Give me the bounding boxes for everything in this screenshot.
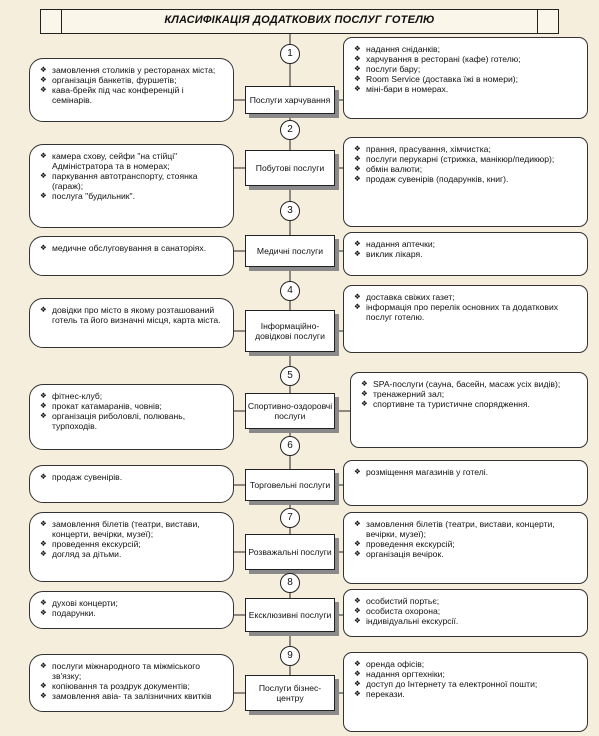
service-category-name: Послуги харчування	[249, 95, 331, 105]
service-list-item: ❖ надання оргтехніки;	[354, 669, 579, 679]
category-number-circle: 6	[280, 436, 300, 456]
service-list-item: ❖ продаж сувенірів.	[40, 472, 225, 482]
in-house-services-bubble	[343, 460, 588, 506]
service-list-item: ❖ доступ до Інтернету та електронної пошти;	[354, 679, 579, 689]
service-category-box	[245, 675, 335, 711]
external-services-bubble	[29, 298, 234, 348]
service-category-box	[245, 393, 335, 429]
service-category-name: Ексклюзивні послуги	[248, 610, 332, 620]
in-house-services-bubble	[343, 652, 588, 732]
in-house-services-bubble	[343, 285, 588, 353]
category-number-circle: 1	[280, 44, 300, 64]
service-list-item: ❖ камера схову, сейфи "на стійці" Адміністратора та в номерах;	[40, 151, 225, 171]
service-list-item: ❖ духові концерти;	[40, 598, 225, 608]
service-list-item: ❖ організація вечірок.	[354, 549, 579, 559]
service-list-item: ❖ замовлення столиків у ресторанах міста;	[40, 65, 225, 75]
category-number-circle: 3	[280, 201, 300, 221]
service-list-item: ❖ індивідуальні екскурсії.	[354, 616, 579, 626]
category-number-circle: 2	[280, 120, 300, 140]
service-list-item: ❖ організація банкетів, фуршетів;	[40, 75, 225, 85]
service-list-item: ❖ догляд за дітьми.	[40, 549, 225, 559]
service-category-box	[245, 310, 335, 352]
service-list-item: ❖ інформація про перелік основних та додаткових послуг готелю.	[354, 302, 579, 322]
diagram-title-box	[40, 9, 559, 34]
diagram-title: КЛАСИФІКАЦІЯ ДОДАТКОВИХ ПОСЛУГ ГОТЕЛЮ	[164, 14, 435, 26]
in-house-services-bubble	[343, 137, 588, 227]
service-list-item: ❖ фітнес-клуб;	[40, 391, 225, 401]
service-list-item: ❖ оренда офісів;	[354, 659, 579, 669]
category-number-circle: 5	[280, 366, 300, 386]
service-category-name: Побутові послуги	[255, 163, 325, 173]
service-list-item: ❖ обмін валюти;	[354, 164, 579, 174]
service-category-box	[245, 534, 335, 570]
service-list-item: ❖ послуги міжнародного та міжміського зв'язку;	[40, 661, 225, 681]
external-services-bubble	[29, 654, 234, 712]
service-list-item: ❖ проведення екскурсій;	[354, 539, 579, 549]
service-list-item: ❖ довідки про місто в якому розташований готель та його визначні місця, карта міста.	[40, 305, 225, 325]
external-services-bubble	[29, 58, 234, 122]
service-list-item: ❖ замовлення білетів (театри, вистави, концерти, вечірки, музеї);	[40, 519, 225, 539]
service-category-box	[245, 469, 335, 501]
service-list-item: ❖ замовлення авіа- та залізничних квитків	[40, 691, 225, 701]
in-house-services-bubble	[343, 37, 588, 119]
service-list-item: ❖ прання, прасування, хімчистка;	[354, 144, 579, 154]
service-category-box	[245, 150, 335, 186]
service-list-item: ❖ міні-бари в номерах.	[354, 84, 579, 94]
service-list-item: ❖ перекази.	[354, 689, 579, 699]
category-number-circle: 8	[280, 573, 300, 593]
service-list-item: ❖ подарунки.	[40, 608, 225, 618]
service-list-item: ❖ спортивне та туристичне спорядження.	[361, 399, 579, 409]
service-category-name: Послуги бізнес-центру	[258, 683, 322, 703]
service-list-item: ❖ прокат катамаранів, човнів;	[40, 401, 225, 411]
in-house-services-bubble	[343, 589, 588, 637]
service-list-item: ❖ послуги бару;	[354, 64, 579, 74]
service-list-item: ❖ копіювання та роздрук документів;	[40, 681, 225, 691]
service-list-item: ❖ SPA-послуги (сауна, басейн, масаж усіх видів);	[361, 379, 579, 389]
service-list-item: ❖ виклик лікаря.	[354, 249, 579, 259]
service-list-item: ❖ особистий портьє;	[354, 596, 579, 606]
service-category-box	[245, 235, 335, 267]
external-services-bubble	[29, 236, 234, 276]
service-list-item: ❖ послуга "будильник".	[40, 191, 225, 201]
service-category-name: Торговельні послуги	[249, 480, 331, 490]
external-services-bubble	[29, 144, 234, 228]
service-list-item: ❖ послуги перукарні (стрижка, манікюр/педикюр);	[354, 154, 579, 164]
service-category-name: Спортивно-оздоровчі послуги	[247, 401, 333, 421]
service-list-item: ❖ кава-брейк під час конференцій і семінарів.	[40, 85, 225, 105]
external-services-bubble	[29, 465, 234, 503]
service-list-item: ❖ замовлення білетів (театри, вистави, концерти, вечірки, музеї);	[354, 519, 579, 539]
service-list-item: ❖ особиста охорона;	[354, 606, 579, 616]
in-house-services-bubble	[343, 512, 588, 584]
service-category-box	[245, 86, 335, 114]
service-list-item: ❖ надання аптечки;	[354, 239, 579, 249]
service-list-item: ❖ надання сніданків;	[354, 44, 579, 54]
service-list-item: ❖ доставка свіжих газет;	[354, 292, 579, 302]
service-category-name: Розважальні послуги	[248, 547, 332, 557]
service-category-name: Медичні послуги	[256, 246, 324, 256]
service-category-name: Інформаційно-довідкові послуги	[255, 321, 325, 341]
service-list-item: ❖ тренажерний зал;	[361, 389, 579, 399]
service-list-item: ❖ паркування автотранспорту, стоянка (гараж);	[40, 171, 225, 191]
external-services-bubble	[29, 512, 234, 582]
service-list-item: ❖ розміщення магазинів у готелі.	[354, 467, 579, 477]
service-category-box	[245, 598, 335, 632]
service-list-item: ❖ організація риболовлі, полювань, турпоходів.	[40, 411, 225, 431]
external-services-bubble	[29, 591, 234, 629]
service-list-item: ❖ продаж сувенірів (подарунків, книг).	[354, 174, 579, 184]
service-list-item: ❖ проведення екскурсій;	[40, 539, 225, 549]
service-list-item: ❖ харчування в ресторані (кафе) готелю;	[354, 54, 579, 64]
category-number-circle: 9	[280, 646, 300, 666]
external-services-bubble	[29, 384, 234, 450]
in-house-services-bubble	[350, 372, 588, 448]
service-list-item: ❖ медичне обслуговування в санаторіях.	[40, 243, 225, 253]
in-house-services-bubble	[343, 232, 588, 276]
category-number-circle: 4	[280, 281, 300, 301]
service-list-item: ❖ Room Service (доставка їжі в номери);	[354, 74, 579, 84]
category-number-circle: 7	[280, 508, 300, 528]
